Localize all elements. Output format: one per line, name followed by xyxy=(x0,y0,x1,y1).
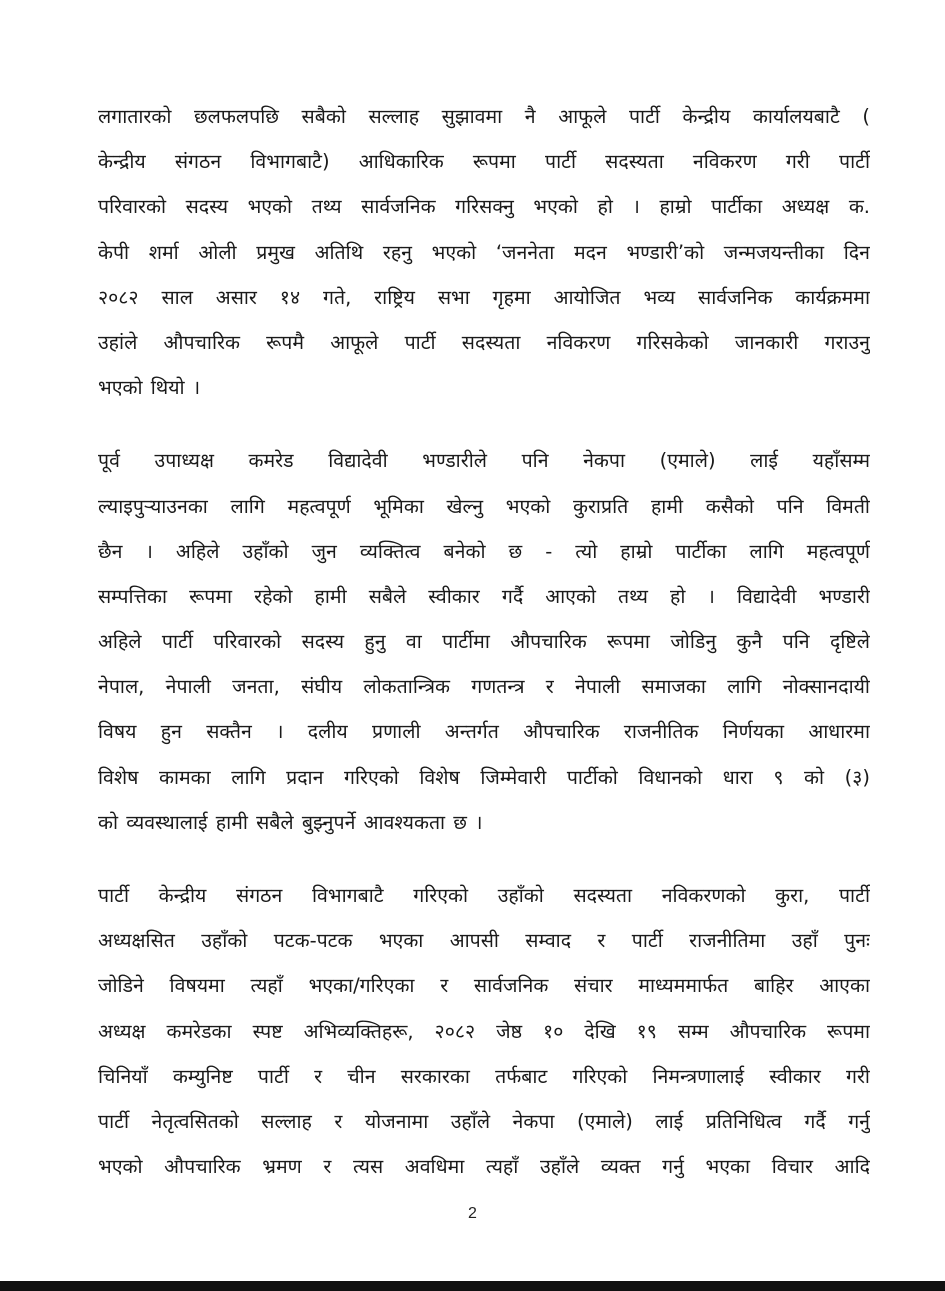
text-line: केपी शर्मा ओली प्रमुख अतिथि रहनु भएको ‘जननेता मदन भण्डारी’को जन्मजयन्तीका दिन xyxy=(98,240,870,264)
text-line: केन्द्रीय संगठन विभागबाटै) आधिकारिक रूपमा पार्टी सदस्यता नविकरण गरी पार्टी xyxy=(98,150,870,174)
text-line: सम्पत्तिका रूपमा रहेको हामी सबैले स्वीकार गर्दै आएको तथ्य हो । विद्यादेवी भण्डारी xyxy=(98,584,870,608)
document-body xyxy=(98,94,870,1217)
text-line: २०८२ साल असार १४ गते, राष्ट्रिय सभा गृहमा आयोजित भव्य सार्वजनिक कार्यक्रममा xyxy=(98,285,870,309)
text-line: अहिले पार्टी परिवारको सदस्य हुनु वा पार्टीमा औपचारिक रूपमा जोडिनु कुनै पनि दृष्टिले xyxy=(98,630,870,654)
text-line: नेपाल, नेपाली जनता, संघीय लोकतान्त्रिक गणतन्त्र र नेपाली समाजका लागि नोक्सानदायी xyxy=(98,675,870,699)
text-line: भएको थियो । xyxy=(98,376,201,400)
page-number: 2 xyxy=(468,1205,477,1222)
text-line: लगातारको छलफलपछि सबैको सल्लाह सुझावमा नै आफूले पार्टी केन्द्रीय कार्यालयबाटै ( xyxy=(98,105,870,128)
text-line: छैन । अहिले उहाँको जुन व्यक्तित्व बनेको छ - त्यो हाम्रो पार्टीका लागि महत्वपूर्ण xyxy=(98,539,870,563)
text-line: विशेष कामका लागि प्रदान गरिएको विशेष जिम्मेवारी पार्टीको विधानको धारा ९ को (३) xyxy=(98,765,870,789)
text-line: अध्यक्षसित उहाँको पटक-पटक भएका आपसी सम्वाद र पार्टी राजनीतिमा उहाँ पुनः xyxy=(98,929,870,953)
text-line: परिवारको सदस्य भएको तथ्य सार्वजनिक गरिसक्नु भएको हो । हाम्रो पार्टीका अध्यक्ष क. xyxy=(98,195,870,219)
text-line: चिनियाँ कम्युनिष्ट पार्टी र चीन सरकारका तर्फबाट गरिएको निमन्त्रणालाई स्वीकार गरी xyxy=(98,1064,870,1088)
paragraph-2 xyxy=(98,438,870,845)
text-line: अध्यक्ष कमरेडका स्पष्ट अभिव्यक्तिहरू, २०८२ जेष्ठ १० देखि १९ सम्म औपचारिक रूपमा xyxy=(98,1019,870,1043)
text-line: भएको औपचारिक भ्रमण र त्यस अवधिमा त्यहाँ उहाँले व्यक्त गर्नु भएका विचार आदि xyxy=(98,1155,870,1179)
text-line: पार्टी केन्द्रीय संगठन विभागबाटै गरिएको उहाँको सदस्यता नविकरणको कुरा, पार्टी xyxy=(98,884,870,907)
text-line: को व्यवस्थालाई हामी सबैले बुझ्नुपर्ने आवश्यकता छ । xyxy=(98,810,483,834)
text-line: उहांले औपचारिक रूपमै आफूले पार्टी सदस्यता नविकरण गरिसकेको जानकारी गराउनु xyxy=(98,330,870,354)
text-line: विषय हुन सक्तैन । दलीय प्रणाली अन्तर्गत औपचारिक राजनीतिक निर्णयका आधारमा xyxy=(98,720,870,744)
text-line: पूर्व उपाध्यक्ष कमरेड विद्यादेवी भण्डारीले पनि नेकपा (एमाले) लाई यहाँसम्म xyxy=(98,449,870,473)
paragraph-3 xyxy=(98,873,870,1189)
text-line: जोडिने विषयमा त्यहाँ भएका/गरिएका र सार्वजनिक संचार माध्यममार्फत बाहिर आएका xyxy=(98,974,870,998)
text-line: ल्याइपुर्‍याउनका लागि महत्वपूर्ण भूमिका खेल्नु भएको कुराप्रति हामी कसैको पनि विमती xyxy=(98,494,870,518)
text-line: पार्टी नेतृत्वसितको सल्लाह र योजनामा उहाँले नेकपा (एमाले) लाई प्रतिनिधित्व गर्दै गर्नु xyxy=(98,1109,870,1133)
bottom-border xyxy=(0,1281,945,1291)
paragraph-1 xyxy=(98,94,870,410)
